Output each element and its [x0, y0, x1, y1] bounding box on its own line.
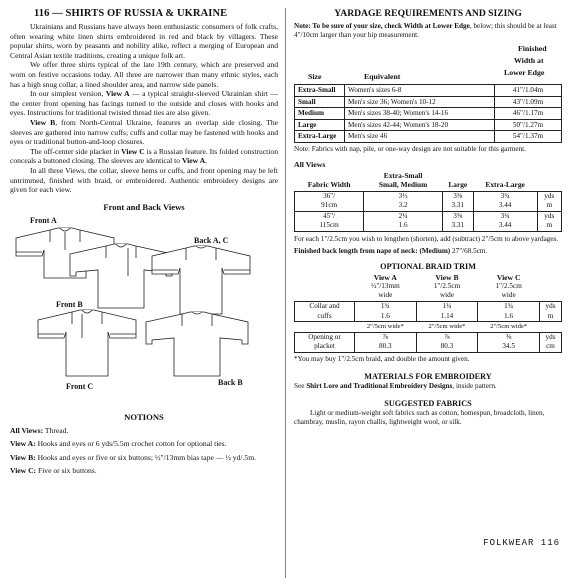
cell: 3.44	[473, 201, 537, 211]
materials-emphasis: Shirt Lore and Traditional Embroidery Designs	[306, 382, 453, 391]
note-emphasis: Width at Lower Edge	[403, 22, 470, 30]
notion-text: Thread.	[43, 425, 69, 435]
cell: 1¼	[416, 302, 478, 312]
size-cell: Extra-Small	[295, 85, 345, 97]
label-front-a: Front A	[30, 215, 57, 225]
cell: 3¾	[473, 211, 537, 221]
cell: 34.5	[478, 342, 540, 352]
notion-label: All Views:	[10, 425, 44, 435]
unit-cell: m	[540, 312, 562, 322]
braid-footnote: *You may buy 1"/2.5cm braid, and double the amount given.	[294, 355, 470, 364]
unit-cell: yds	[540, 332, 562, 342]
col-width-1: Finished	[518, 44, 547, 53]
blank-header	[540, 273, 562, 282]
cell: 3⅝	[442, 211, 473, 221]
width-value: 1"/2.5cm	[433, 281, 461, 290]
yardage-title: YARDAGE REQUIREMENTS AND SIZING	[334, 8, 522, 19]
right-column	[294, 0, 562, 427]
braid-width	[478, 282, 540, 302]
cell: 80.3	[355, 342, 417, 352]
blank	[540, 322, 562, 333]
notion-label: View A:	[10, 439, 36, 449]
materials-title: MATERIALS FOR EMBROIDERY	[364, 372, 492, 382]
pattern-code: FOLKWEAR 116	[483, 538, 560, 548]
table-row	[295, 342, 562, 352]
cell: 3.31	[442, 221, 473, 231]
note-text: Note: To be sure of your size, check	[294, 22, 404, 30]
notion-label: View C:	[10, 466, 37, 476]
width-value: 2"/5cm wide*	[490, 323, 528, 331]
cell: 115cm	[295, 221, 364, 231]
notion-item	[10, 466, 278, 476]
cell: 91cm	[295, 201, 364, 211]
equiv-cell: Men's size 36; Women's 10-12	[345, 96, 495, 108]
size-note	[294, 22, 562, 40]
paragraph-view-c	[10, 147, 278, 166]
width-cell: 46"/1.17m	[495, 108, 562, 120]
left-column	[10, 0, 278, 480]
label-back-ac: Back A, C	[194, 235, 229, 245]
size-cell: Medium	[295, 108, 345, 120]
width-value: 1"/2.5cm	[495, 281, 522, 290]
header-line: Extra-Small	[383, 170, 423, 180]
notion-item	[10, 426, 278, 436]
table-header-row	[295, 171, 562, 192]
table-row	[295, 119, 562, 131]
notion-text: Hooks and eyes or five or six buttons; ½"/13mm bias tape — ½ yd/.5m.	[35, 452, 257, 462]
unit-cell: yds	[537, 191, 561, 201]
width-value: 2"/5cm wide*	[428, 323, 466, 331]
braid-view-a: View A	[373, 272, 397, 282]
views-heading: Front and Back Views	[103, 201, 185, 212]
width-row	[295, 282, 562, 302]
cell: cuffs	[295, 312, 355, 322]
intro-paragraph: Ukrainians and Russians have always been enthusiastic consumers of folk crafts, often wearing white linen shirts embroidered in red and black by villagers. These popular shirts, worn by peasants and nobility alike, reflect a merging of European and Central Asian textile traditions, creating a unique folk art.	[10, 22, 278, 60]
cell: 45"/	[295, 211, 364, 221]
unit-cell: m	[537, 201, 561, 211]
table-row	[295, 201, 562, 211]
finished-length	[294, 247, 562, 256]
col-size: Size	[308, 72, 322, 81]
table-row	[295, 191, 562, 201]
table-row	[295, 108, 562, 120]
finished-value: 27"/68.5cm.	[450, 246, 488, 255]
view-a-term: View A	[105, 89, 130, 99]
text: See	[294, 382, 307, 391]
text: .	[205, 156, 207, 166]
cell: ⅞	[416, 332, 478, 342]
cell: 1¾	[478, 302, 540, 312]
notions-list	[10, 426, 278, 476]
fabrics-text: Light or medium-weight soft fabrics such as cotton, homespun, broadcloth, linen, chambray, muslin, rayon challis, lightweight wool, or silk.	[294, 409, 545, 427]
cell: 36"/	[295, 191, 364, 201]
yardage-table	[294, 171, 562, 232]
table-row	[295, 211, 562, 221]
paragraph-view-a	[10, 89, 278, 118]
cell: 3½	[364, 191, 443, 201]
text: In our simplest version,	[30, 89, 106, 99]
notion-text: Hooks and eyes or 6 yds/5.5m crochet cotton for optional ties.	[35, 439, 227, 449]
lengthen-note: For each 1"/2.5cm you wish to lengthen (shorten), add (subtract) 2"/5cm to above yardages.	[294, 234, 559, 243]
table-row	[295, 332, 562, 342]
cell: 1.14	[416, 312, 478, 322]
pattern-title: 116 — SHIRTS OF RUSSIA & UKRAINE	[34, 8, 228, 19]
unit-cell: yds	[537, 211, 561, 221]
table-row	[295, 302, 562, 312]
cell: Collar and	[295, 302, 355, 312]
text: The off-center side placket in	[30, 146, 122, 156]
braid-view-c: View C	[496, 272, 521, 282]
blank	[295, 282, 355, 302]
unit-cell: yds	[540, 302, 562, 312]
width-cell: 50"/1.27m	[495, 119, 562, 131]
notion-label: View B:	[10, 452, 36, 462]
col-fabric-width: Fabric Width	[307, 179, 351, 189]
braid-title: OPTIONAL BRAID TRIM	[380, 261, 476, 271]
description	[10, 22, 278, 195]
size-cell: Large	[295, 119, 345, 131]
paragraph-2: We offer three shirts typical of the late 19th century, which are preserved and worn on festive occasions today. All three are narrower than many ethnic styles, each has a high snug collar, a lined shoulder area, and narrow side panels.	[10, 60, 278, 89]
wide-label: wide	[439, 291, 454, 300]
cell: 1.6	[355, 312, 417, 322]
col-extra-large: Extra-Large	[485, 179, 525, 189]
label-back-b: Back B	[218, 377, 243, 387]
blank-header	[295, 273, 355, 282]
size-cell: Small	[295, 96, 345, 108]
text: , inside pattern.	[452, 382, 497, 391]
shirt-illustrations	[10, 216, 278, 412]
equiv-cell: Men's size 46	[345, 131, 495, 143]
cell: 3.2	[364, 201, 443, 211]
width-cell: 41"/1.04m	[495, 85, 562, 97]
view-b-term: View B	[30, 117, 56, 127]
table-row	[295, 131, 562, 143]
shirt-back-ac	[152, 246, 250, 314]
cell: 3.31	[442, 201, 473, 211]
wide-label: wide	[378, 291, 393, 300]
notions-heading: NOTIONS	[124, 411, 164, 422]
col-width-3: Lower Edge	[504, 68, 545, 77]
wide-label: wide	[501, 291, 516, 300]
notion-item	[10, 439, 278, 449]
table-row	[295, 221, 562, 231]
braid-view-b: View B	[435, 272, 459, 282]
cell: placket	[295, 342, 355, 352]
fabric-note: Note: Fabrics with nap, pile, or one-way design are not suitable for this garment.	[294, 144, 526, 153]
braid-width	[416, 282, 478, 302]
col-width-2: Width at	[514, 56, 544, 65]
braid-width	[355, 282, 417, 302]
table-row	[295, 312, 562, 322]
cell: 3⅝	[442, 191, 473, 201]
col-unit	[537, 171, 561, 192]
paragraph-6: In all three Views, the collar, sleeve hems or cuffs, and front opening may be left untrimmed, finished with braid, or embroidered. Authentic embroidery designs are given for each view.	[10, 165, 278, 195]
fabrics-title: SUGGESTED FABRICS	[384, 399, 472, 409]
width-cell: 54"/1.37m	[495, 131, 562, 143]
header-line: Small, Medium	[378, 179, 428, 189]
unit-cell: cm	[540, 342, 562, 352]
notion-text: Five or six buttons.	[36, 466, 97, 476]
label-front-b: Front B	[56, 299, 83, 309]
text: is a Russian feature. Its folded construction conceals a buttoned closing. The sleeves are identical to	[10, 146, 278, 166]
width-cell: 43"/1.09m	[495, 96, 562, 108]
text: — a typical straight-sleeved Ukrainian shirt — the center front opening has facings turned to the outside and closes with hooks and eyes. Instructions for traditional twisted thread ties are also given.	[10, 89, 278, 118]
table-header-row	[295, 273, 562, 282]
cell: ⅞	[355, 332, 417, 342]
shirt-back-b	[146, 312, 248, 376]
label-front-c: Front C	[66, 381, 94, 391]
equiv-cell: Women's sizes 6-8	[345, 85, 495, 97]
table-row	[295, 96, 562, 108]
equiv-cell: Men's sizes 42-44; Women's 18-20	[345, 119, 495, 131]
cell: 3.44	[473, 221, 537, 231]
cell: 1.6	[478, 312, 540, 322]
cell: ⅜	[478, 332, 540, 342]
table-row	[295, 85, 562, 97]
cell: Opening or	[295, 332, 355, 342]
yardage-table-header	[294, 40, 562, 84]
cell: 2¼	[364, 211, 443, 221]
width-value: ½"/13mm	[370, 281, 400, 290]
text: , from North-Central Ukraine, features an overlap side closing. The sleeves are gathered into narrow cuffs; cuffs and collar may be fastened with hooks and eyes or traditional button-and-loop closures.	[10, 117, 278, 147]
note-text: , below; this should be at least 4"/10cm larger than your hip measurement.	[294, 22, 557, 39]
unit-cell: m	[537, 221, 561, 231]
cell: 3¾	[473, 191, 537, 201]
finished-label: Finished back length from nape of neck: (Medium)	[294, 246, 451, 255]
sizing-table	[294, 84, 562, 143]
width-row-2	[295, 322, 562, 333]
view-a-term: View A	[181, 156, 206, 166]
col-large: Large	[448, 179, 468, 189]
braid-table	[294, 273, 562, 353]
notion-item	[10, 453, 278, 463]
cell: 80.3	[416, 342, 478, 352]
col-equivalent: Equivalent	[364, 72, 401, 81]
equiv-cell: Men's sizes 38-40; Women's 14-16	[345, 108, 495, 120]
view-c-term: View C	[121, 146, 145, 156]
blank	[295, 322, 355, 333]
column-divider	[285, 8, 286, 578]
size-cell: Extra-Large	[295, 131, 345, 143]
shirt-front-c	[38, 310, 136, 376]
paragraph-view-b	[10, 118, 278, 147]
blank	[540, 282, 562, 302]
cell: 1¾	[355, 302, 417, 312]
materials-text	[294, 382, 562, 391]
all-views-heading: All Views	[294, 159, 326, 169]
col-xs-s-m	[364, 171, 443, 192]
width-value: 2"/5cm wide*	[366, 323, 404, 331]
cell: 1.6	[364, 221, 443, 231]
